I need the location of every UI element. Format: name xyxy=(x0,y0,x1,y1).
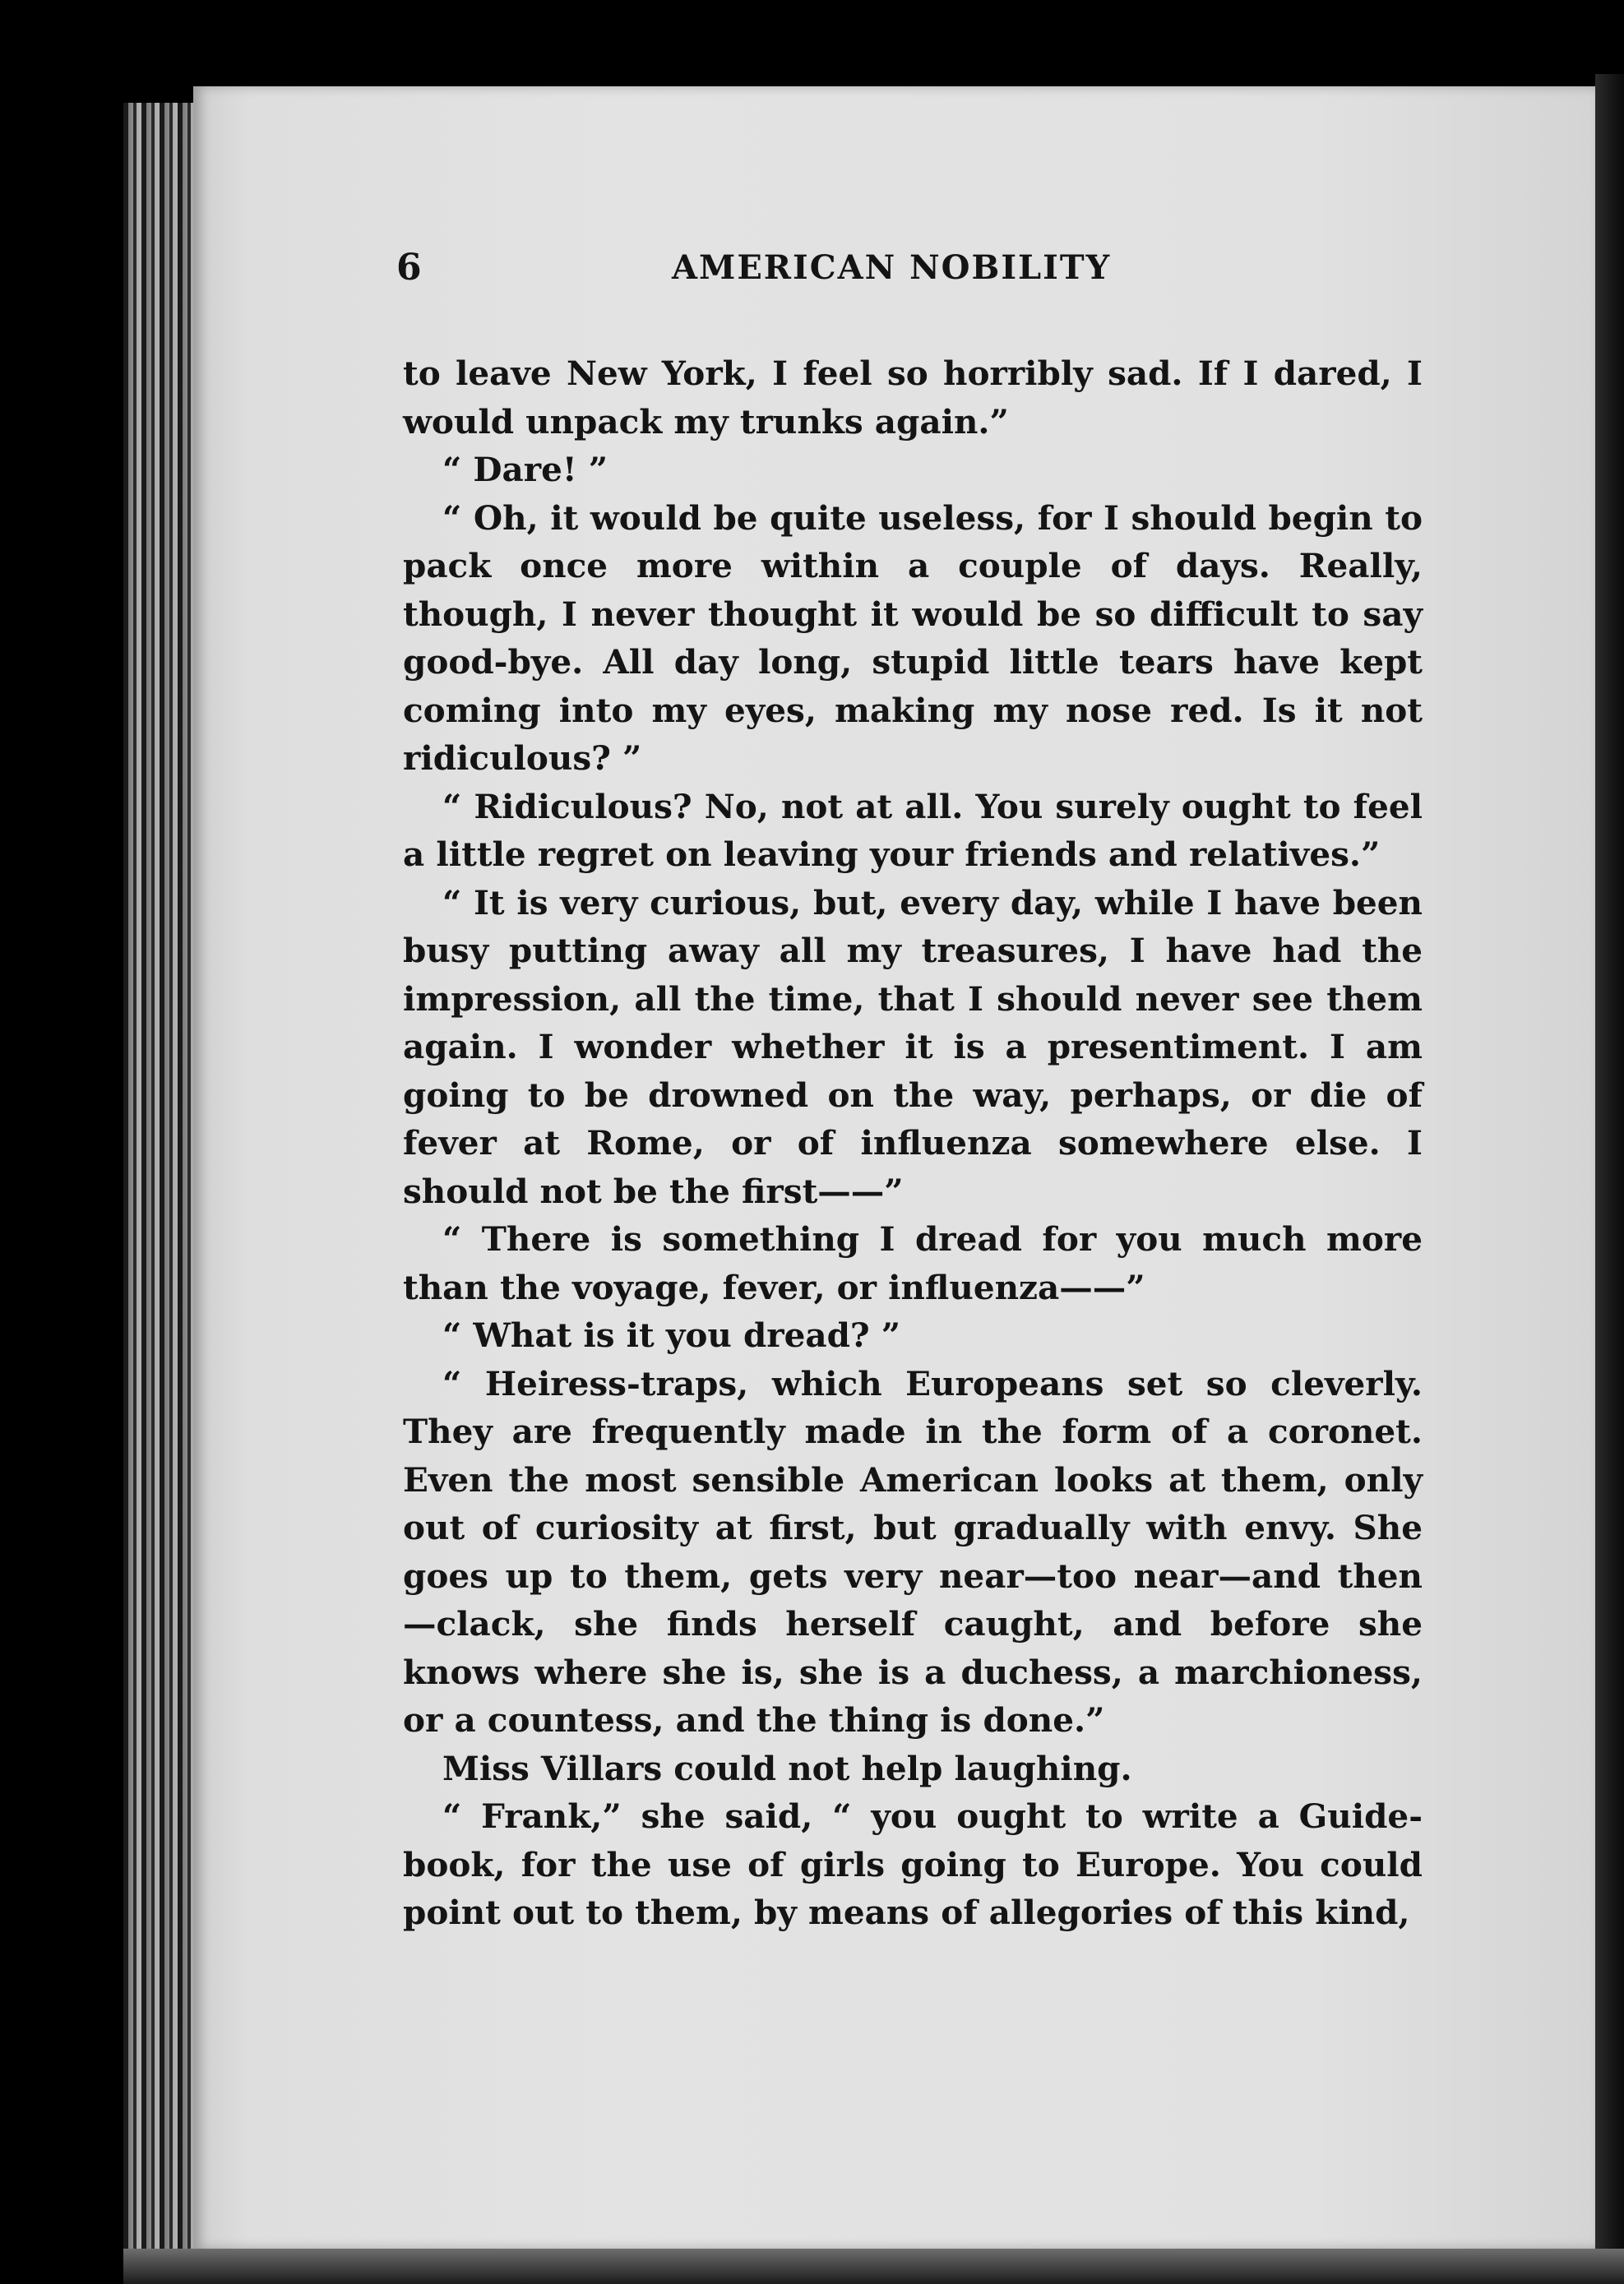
page-number: 6 xyxy=(396,247,422,289)
running-title: AMERICAN NOBILITY xyxy=(672,248,1112,287)
paragraph: “ It is very curious, but, every day, while I have been busy putting away all my treasures, I have had the impression, all the time, that I should never see them again. I wonder whether it is a presentiment. I am going to be drowned on the way, perhaps, or die of fever at Rome, or of influenza somewhere else. I should not be the first——” xyxy=(403,882,1423,1211)
page-header xyxy=(396,247,1424,304)
body-text xyxy=(403,349,1423,1937)
paragraph: to leave New York, I feel so horribly sad. If I dared, I would unpack my trunks again.” xyxy=(403,354,1423,442)
book-right-edge xyxy=(1595,74,1624,2284)
paragraph: “ Frank,” she said, “ you ought to write a Guide-book, for the use of girls going to Europe. You could point out to them, by means of allegories of this kind, xyxy=(403,1796,1423,1932)
paragraph: “ Oh, it would be quite useless, for I should begin to pack once more within a couple of days. Really, though, I never thought it would be so difficult to say good-bye. All day long, stupid little tears have kept coming into my eyes, making my nose red. Is it not ridiculous? ” xyxy=(403,497,1423,778)
book-page-edges xyxy=(123,103,201,2273)
paragraph: “ Ridiculous? No, not at all. You surely ought to feel a little regret on leaving your friends and relatives.” xyxy=(403,786,1423,874)
paragraph: “ Heiress-traps, which Europeans set so cleverly. They are frequently made in the form of a coronet. Even the most sensible American looks at them, only out of curiosity at first, but gradually with envy. She goes up to them, gets very near—too near—and then —clack, she finds herself caught, and before she knows where she is, she is a duchess, a marchioness, or a countess, and the thing is done.” xyxy=(403,1363,1423,1740)
paragraph: “ Dare! ” xyxy=(442,450,608,489)
paragraph: “ What is it you dread? ” xyxy=(442,1315,901,1355)
paragraph: Miss Villars could not help laughing. xyxy=(442,1748,1132,1788)
paragraph: “ There is something I dread for you much more than the voyage, fever, or influenza——” xyxy=(403,1219,1423,1307)
book-bottom-edge xyxy=(123,2249,1624,2284)
